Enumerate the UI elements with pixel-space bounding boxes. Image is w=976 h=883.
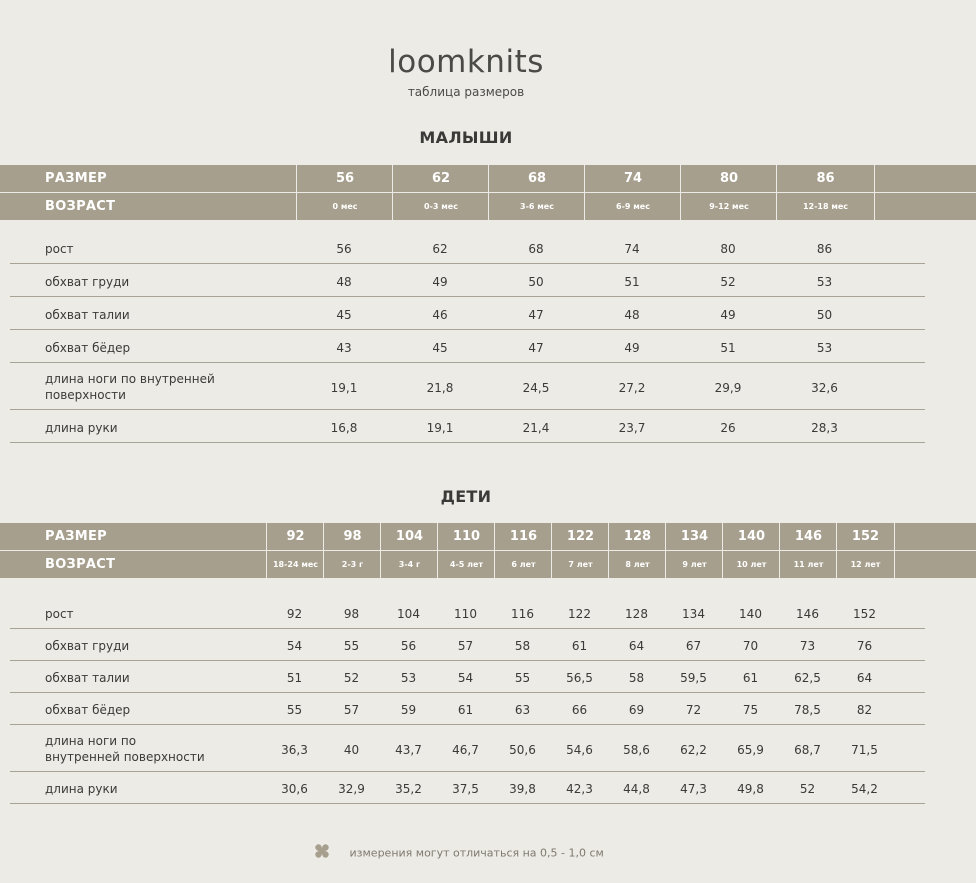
table-cell: 86 [816, 242, 833, 256]
table-cell: 28,3 [811, 421, 838, 435]
table-cell: 67 [685, 639, 702, 653]
row-label: длина ноги по внутренней поверхности [45, 734, 205, 764]
table-cell: 29,9 [714, 381, 742, 395]
table-cell: 54,6 [566, 743, 593, 757]
table-cell: 55 [286, 703, 303, 717]
table-row [10, 631, 925, 661]
table-cell: 92 [286, 607, 303, 621]
age-header-cell: 3-6 мес [488, 193, 585, 220]
age-header-cell: 2-3 г [323, 551, 381, 578]
age-header-cell: 4-5 лет [437, 551, 495, 578]
row-label: длина руки [45, 782, 118, 796]
table-cell: 35,2 [395, 782, 422, 796]
size-header-cell: 152 [836, 523, 895, 550]
size-header-cell: 104 [380, 523, 438, 550]
age-header-cell: 12-18 мес [776, 193, 875, 220]
table-cell: 134 [682, 607, 705, 621]
table-cell: 64 [628, 639, 645, 653]
table-cell: 32,6 [811, 381, 838, 395]
size-header-label: РАЗМЕР [45, 171, 107, 186]
table-cell: 44,8 [623, 782, 650, 796]
measurement-note [314, 843, 604, 859]
table-row [10, 695, 925, 725]
table-row [10, 663, 925, 693]
table-cell: 62 [432, 242, 448, 256]
table-cell: 61 [457, 703, 474, 717]
size-header-cell: 68 [488, 165, 585, 192]
size-header-cell: 92 [266, 523, 324, 550]
table-cell: 53 [400, 671, 417, 685]
age-header-cell: 11 лет [779, 551, 837, 578]
table-cell: 37,5 [452, 782, 479, 796]
size-header-cell: 146 [779, 523, 837, 550]
table-cell: 57 [343, 703, 360, 717]
row-label: обхват груди [45, 639, 130, 653]
table-cell: 54 [457, 671, 474, 685]
table-cell: 36,3 [281, 743, 308, 757]
table-cell: 82 [856, 703, 873, 717]
table-cell: 122 [568, 607, 591, 621]
row-label: рост [45, 607, 74, 621]
size-header-cell: 122 [551, 523, 609, 550]
age-header-cell: 3-4 г [380, 551, 438, 578]
size-header-cell: 128 [608, 523, 666, 550]
age-header-cell: 10 лет [722, 551, 780, 578]
table-cell: 110 [454, 607, 477, 621]
table-cell: 32,9 [338, 782, 365, 796]
table-cell: 56,5 [566, 671, 593, 685]
table-cell: 128 [625, 607, 648, 621]
table-cell: 73 [799, 639, 816, 653]
cross-icon [314, 843, 330, 864]
table-cell: 62,2 [680, 743, 707, 757]
table-cell: 19,1 [426, 421, 454, 435]
table-cell: 59 [400, 703, 417, 717]
babies-age-header [0, 193, 976, 220]
table-cell: 58 [628, 671, 645, 685]
table-cell: 49,8 [737, 782, 764, 796]
table-cell: 43,7 [395, 743, 422, 757]
size-header-cell: 116 [494, 523, 552, 550]
table-cell: 53 [816, 275, 833, 289]
table-cell: 21,8 [426, 381, 454, 395]
table-cell: 45 [432, 341, 448, 355]
table-cell: 47 [528, 308, 544, 322]
table-row [10, 728, 925, 772]
table-cell: 49 [432, 275, 448, 289]
age-header-cell: 6 лет [494, 551, 552, 578]
size-header-cell: 62 [392, 165, 489, 192]
table-cell: 62,5 [794, 671, 821, 685]
table-cell: 70 [742, 639, 759, 653]
table-cell: 98 [343, 607, 360, 621]
table-cell: 54,2 [851, 782, 878, 796]
age-header-cell: 0 мес [296, 193, 393, 220]
table-cell: 46 [432, 308, 448, 322]
table-cell: 80 [720, 242, 736, 256]
babies-section-title: МАЛЫШИ [419, 128, 513, 147]
table-cell: 56 [400, 639, 417, 653]
age-header-cell: 18-24 мес [266, 551, 324, 578]
table-cell: 76 [856, 639, 873, 653]
table-cell: 49 [624, 341, 640, 355]
table-cell: 54 [286, 639, 303, 653]
kids-size-header [0, 523, 976, 550]
table-cell: 53 [816, 341, 833, 355]
size-header-label: РАЗМЕР [45, 529, 107, 544]
table-cell: 43 [336, 341, 352, 355]
table-cell: 55 [514, 671, 531, 685]
age-header-cell: 8 лет [608, 551, 666, 578]
table-cell: 46,7 [452, 743, 479, 757]
age-header-cell: 6-9 мес [584, 193, 681, 220]
age-header-label: ВОЗРАСТ [45, 557, 116, 572]
table-cell: 52 [799, 782, 816, 796]
table-cell: 72 [685, 703, 702, 717]
table-row [10, 333, 925, 363]
table-cell: 152 [853, 607, 876, 621]
table-cell: 50,6 [509, 743, 536, 757]
row-label: обхват бёдер [45, 703, 131, 717]
table-cell: 66 [571, 703, 588, 717]
table-cell: 48 [624, 308, 640, 322]
size-header-cell: 134 [665, 523, 723, 550]
table-cell: 50 [528, 275, 544, 289]
table-cell: 50 [816, 308, 833, 322]
table-cell: 55 [343, 639, 360, 653]
table-row [10, 267, 925, 297]
table-cell: 58 [514, 639, 531, 653]
table-cell: 68,7 [794, 743, 821, 757]
age-header-label: ВОЗРАСТ [45, 199, 116, 214]
table-cell: 24,5 [522, 381, 550, 395]
age-header-cell: 7 лет [551, 551, 609, 578]
table-cell: 27,2 [618, 381, 646, 395]
table-cell: 71,5 [851, 743, 878, 757]
row-label: обхват груди [45, 275, 130, 289]
babies-size-header [0, 165, 976, 192]
row-label: длина ноги по внутренней поверхности [45, 372, 215, 402]
table-cell: 51 [720, 341, 736, 355]
table-row [10, 413, 925, 443]
table-cell: 63 [514, 703, 531, 717]
table-cell: 40 [343, 743, 360, 757]
table-cell: 21,4 [522, 421, 550, 435]
table-cell: 140 [739, 607, 762, 621]
table-cell: 51 [286, 671, 303, 685]
brand-logo: loomknits [388, 44, 544, 80]
table-cell: 26 [720, 421, 736, 435]
table-cell: 74 [624, 242, 640, 256]
age-header-cell: 12 лет [836, 551, 895, 578]
table-row [10, 774, 925, 804]
table-cell: 57 [457, 639, 474, 653]
page-subtitle: таблица размеров [407, 85, 525, 99]
table-cell: 48 [336, 275, 352, 289]
size-header-cell: 140 [722, 523, 780, 550]
table-row [10, 234, 925, 264]
table-cell: 49 [720, 308, 736, 322]
size-header-cell: 86 [776, 165, 875, 192]
table-cell: 52 [343, 671, 360, 685]
table-row [10, 300, 925, 330]
size-header-cell: 98 [323, 523, 381, 550]
row-label: длина руки [45, 421, 118, 435]
kids-age-header [0, 551, 976, 578]
table-cell: 23,7 [618, 421, 646, 435]
table-cell: 19,1 [330, 381, 358, 395]
table-cell: 45 [336, 308, 352, 322]
row-label: рост [45, 242, 74, 256]
table-cell: 47,3 [680, 782, 707, 796]
row-label: обхват талии [45, 671, 130, 685]
table-cell: 61 [571, 639, 588, 653]
row-label: обхват бёдер [45, 341, 131, 355]
kids-section-title: ДЕТИ [440, 487, 492, 506]
table-cell: 39,8 [509, 782, 536, 796]
table-cell: 51 [624, 275, 640, 289]
table-cell: 146 [796, 607, 819, 621]
table-row [10, 366, 925, 410]
table-cell: 56 [336, 242, 352, 256]
note-text: измерения могут отличаться на 0,5 - 1,0 см [349, 846, 604, 860]
age-header-cell: 9-12 мес [680, 193, 777, 220]
table-cell: 52 [720, 275, 736, 289]
age-header-cell: 9 лет [665, 551, 723, 578]
row-label: обхват талии [45, 308, 130, 322]
table-cell: 30,6 [281, 782, 308, 796]
table-cell: 42,3 [566, 782, 593, 796]
table-cell: 59,5 [680, 671, 707, 685]
table-cell: 47 [528, 341, 544, 355]
size-header-cell: 110 [437, 523, 495, 550]
table-cell: 16,8 [330, 421, 358, 435]
table-cell: 61 [742, 671, 759, 685]
size-header-cell: 80 [680, 165, 777, 192]
age-header-cell: 0-3 мес [392, 193, 489, 220]
table-cell: 64 [856, 671, 873, 685]
table-cell: 58,6 [623, 743, 650, 757]
size-header-cell: 74 [584, 165, 681, 192]
table-row [10, 599, 925, 629]
table-cell: 104 [397, 607, 420, 621]
table-cell: 116 [511, 607, 534, 621]
table-cell: 68 [528, 242, 544, 256]
size-header-cell: 56 [296, 165, 393, 192]
table-cell: 78,5 [794, 703, 821, 717]
table-cell: 75 [742, 703, 759, 717]
table-cell: 65,9 [737, 743, 764, 757]
table-cell: 69 [628, 703, 645, 717]
